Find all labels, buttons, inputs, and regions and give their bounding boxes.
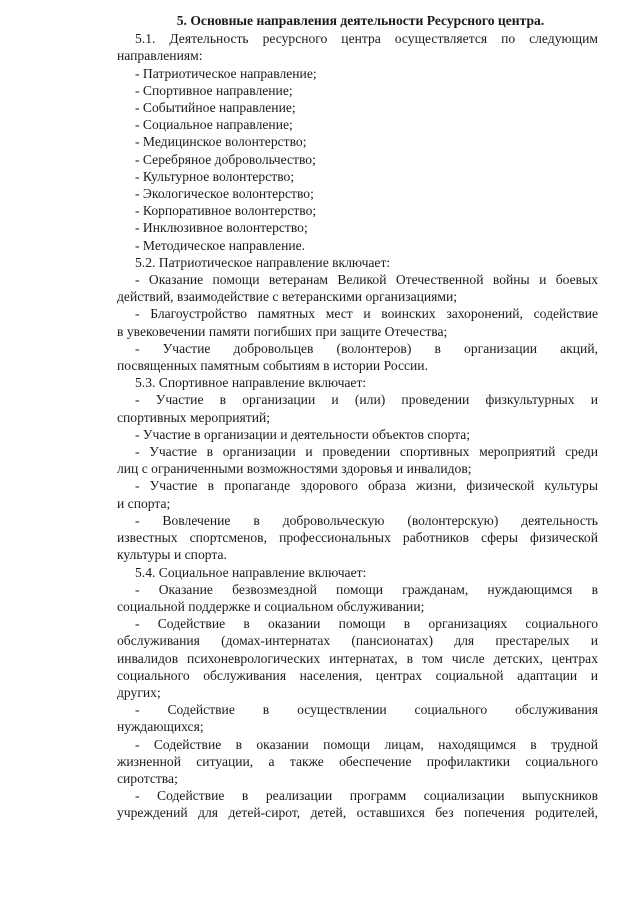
social-item: социальной поддержке и социальном обслуживании; — [117, 598, 425, 614]
sports-item: - Участие в организации и проведении спортивных мероприятий среди — [135, 444, 598, 460]
sports-item: - Участие в организации и (или) проведении физкультурных и — [135, 392, 598, 408]
patriotic-item: - Участие добровольцев (волонтеров) в организации акций, — [135, 340, 598, 356]
patriotic-item: посвященных памятным событиям в истории России. — [117, 358, 428, 374]
direction-item: - Социальное направление; — [135, 117, 293, 133]
sports-item: спортивных мероприятий; — [117, 409, 271, 425]
document-body — [117, 12, 598, 822]
subsection-title-5-2: 5.2. Патриотическое направление включает: — [135, 254, 391, 270]
patriotic-item: действий, взаимодействие с ветеранскими организациями; — [117, 289, 458, 305]
direction-item: - Серебряное добровольчество; — [135, 151, 316, 167]
social-item: - Содействие в оказании помощи лицам, находящимся в трудной — [135, 736, 598, 752]
direction-item: - Событийное направление; — [135, 100, 296, 116]
social-item: социального обслуживания населения, центрах социальной адаптации и — [117, 667, 598, 683]
sports-item: и спорта; — [117, 495, 171, 511]
intro-line: 5.1. Деятельность ресурсного центра осуществляется по следующим — [135, 31, 598, 47]
direction-item: - Корпоративное волонтерство; — [135, 203, 317, 219]
subsection-title-5-4: 5.4. Социальное направление включает: — [135, 564, 367, 580]
direction-item: - Медицинское волонтерство; — [135, 134, 307, 150]
social-item: учреждений для детей-сирот, детей, оставшихся без попечения родителей, — [117, 805, 598, 821]
patriotic-item: - Оказание помощи ветеранам Великой Отечественной войны и боевых — [135, 272, 598, 288]
sports-item: - Вовлечение в добровольческую (волонтерскую) деятельность — [135, 512, 598, 528]
direction-item: - Инклюзивное волонтерство; — [135, 220, 308, 236]
direction-item: - Методическое направление. — [135, 237, 306, 253]
sports-item: культуры и спорта. — [117, 547, 227, 563]
direction-item: - Патриотическое направление; — [135, 65, 317, 81]
sports-item: известных спортсменов, профессиональных работников сферы физической — [117, 530, 598, 546]
subsection-title-5-3: 5.3. Спортивное направление включает: — [135, 375, 367, 391]
patriotic-item: в увековечении памяти погибших при защите Отечества; — [117, 323, 448, 339]
directions-list — [117, 65, 598, 254]
direction-item: - Экологическое волонтерство; — [135, 186, 314, 202]
social-item: - Оказание безвозмездной помощи гражданам, нуждающимся в — [135, 581, 598, 597]
social-item: других; — [117, 684, 161, 700]
sports-item: - Участие в организации и деятельности объектов спорта; — [135, 426, 471, 442]
section-heading: 5. Основные направления деятельности Ресурсного центра. — [176, 13, 545, 28]
social-item: обслуживания (домах-интернатах (пансионатах) для престарелых и — [117, 633, 598, 649]
social-item: - Содействие в реализации программ социализации выпускников — [135, 788, 598, 804]
social-item: жизненной ситуации, а также обеспечение профилактики социального — [117, 753, 598, 769]
social-item: - Содействие в оказании помощи в организациях социального — [135, 616, 598, 632]
social-item: сиротства; — [117, 770, 178, 786]
social-item: инвалидов психоневрологических интернатах, в том числе детских, центрах — [117, 650, 598, 666]
patriotic-item: - Благоустройство памятных мест и воинских захоронений, содействие — [135, 306, 598, 322]
social-item: - Содействие в осуществлении социального обслуживания — [135, 702, 598, 718]
intro-line: направлениям: — [117, 48, 203, 64]
direction-item: - Культурное волонтерство; — [135, 168, 295, 184]
sports-item: лиц с ограниченными возможностями здоровья и инвалидов; — [117, 461, 472, 477]
social-item: нуждающихся; — [117, 719, 204, 735]
direction-item: - Спортивное направление; — [135, 82, 293, 98]
sports-item: - Участие в пропаганде здорового образа жизни, физической культуры — [135, 478, 598, 494]
